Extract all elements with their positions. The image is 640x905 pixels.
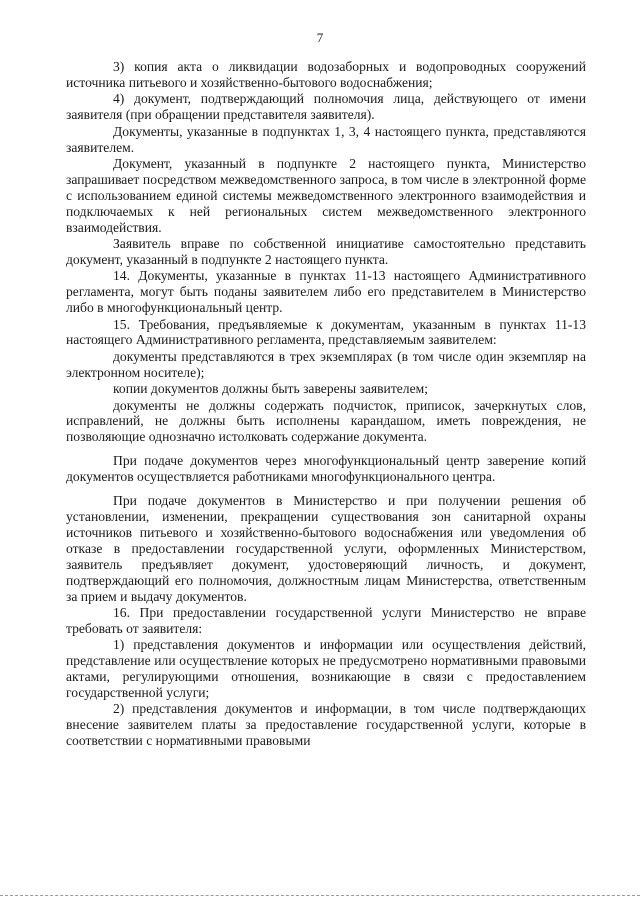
paragraph-clause-16: 16. При предоставлении государственной услуги Министерство не вправе требовать от заявителя: bbox=[66, 604, 586, 636]
paragraph-no-erasures: документы не должны содержать подчисток, приписок, зачеркнутых слов, исправлений, не должны быть исполнены карандашом, иметь повреждения, не позволяющие однозначно истолковать содержание документа. bbox=[66, 397, 586, 445]
paragraph-mfc-certification: При подаче документов через многофункциональный центр заверение копий документов осуществляется работниками многофункционального центра. bbox=[66, 453, 586, 485]
paragraph-documents-submitted: Документы, указанные в подпунктах 1, 3, 4 настоящего пункта, представляются заявителем. bbox=[66, 123, 586, 155]
paragraph-certified-copies: копии документов должны быть заверены заявителем; bbox=[113, 381, 428, 397]
paragraph-clause-14: 14. Документы, указанные в пунктах 11-13 настоящего Административного регламента, могут быть поданы заявителем либо его представителем в Министерство либо в многофункциональный центр. bbox=[66, 268, 586, 316]
paragraph-item-16-1: 1) представления документов и информации или осуществления действий, представление или осуществление которых не предусмотрено нормативными правовыми актами, регулирующими отношения, возникающие в связи с предоставлением государственной услуги; bbox=[66, 637, 586, 700]
paragraph-interagency-request: Документ, указанный в подпункте 2 настоящего пункта, Министерство запрашивает посредством межведомственного запроса, в том числе в электронной форме с использованием единой системы межведомственного электронного взаимодействия и подключаемых к ней региональных систем межведомственного электронного взаимодействия. bbox=[66, 155, 586, 235]
paragraph-three-copies: документы представляются в трех экземплярах (в том числе один экземпляр на электронном носителе); bbox=[66, 348, 586, 380]
page-number: 7 bbox=[316, 30, 324, 45]
paragraph-identity-document: При подаче документов в Министерство и при получении решения об установлении, изменении, прекращении существования зон санитарной охраны источников питьевого и хозяйственно-бытового водоснабжения или уведомления об отказе в предоставлении государственной услуги, оформленных Министерством, заявитель предъявляет документ, удостоверяющий личность, и документ, подтверждающий его полномочия, должностным лицам Министерства, ответственным за прием и выдачу документов. bbox=[66, 493, 586, 604]
paragraph-item-3: 3) копия акта о ликвидации водозаборных и водопроводных сооружений источника питьевого и хозяйственно-бытового водоснабжения; bbox=[66, 59, 586, 90]
paragraph-clause-15: 15. Требования, предъявляемые к документам, указанным в пунктах 11-13 настоящего Административного регламента, представляемым заявителем: bbox=[66, 316, 586, 348]
paragraph-item-4: 4) документ, подтверждающий полномочия лица, действующего от имени заявителя (при обращении представителя заявителя). bbox=[66, 91, 586, 123]
paragraph-own-initiative: Заявитель вправе по собственной инициативе самостоятельно представить документ, указанный в подпункте 2 настоящего пункта. bbox=[66, 235, 586, 267]
paragraph-item-16-2: 2) представления документов и информации, в том числе подтверждающих внесение заявителем платы за предоставление государственной услуги, которые в соответствии с нормативными правовыми bbox=[66, 701, 586, 749]
scan-edge-line bbox=[0, 895, 640, 896]
document-body bbox=[66, 59, 586, 749]
